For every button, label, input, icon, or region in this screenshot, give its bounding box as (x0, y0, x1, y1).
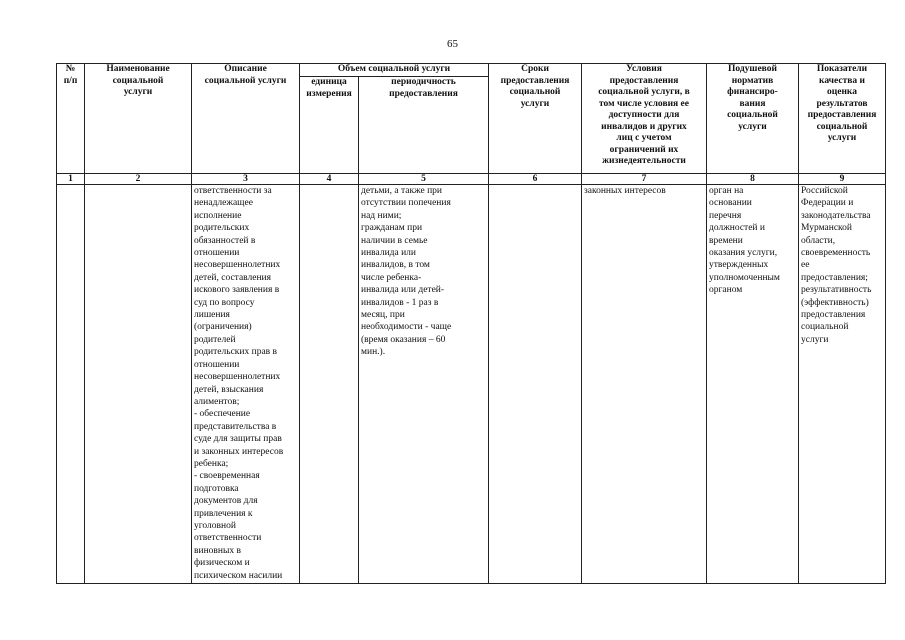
header-service-volume: Объем социальной услуги (300, 64, 489, 77)
cell-quality-indicators: Российской Федерации и законодательства Мурманской области, своевременность ее предоставления; результативность (эффективность) предоставления социальной услуги (799, 185, 886, 584)
column-number: 5 (359, 174, 489, 185)
header-periodicity: периодичность предоставления (359, 77, 489, 174)
header-number: № п/п (57, 64, 85, 174)
table-row (57, 185, 886, 584)
cell-service-name (85, 185, 192, 584)
header-terms: Сроки предоставления социальной услуги (489, 64, 582, 174)
column-number: 1 (57, 174, 85, 185)
cell-service-description: ответственности за ненадлежащее исполнение родительских обязанностей в отношении несовершеннолетних детей, составления искового заявления в суд по вопросу лишения (ограничения) родителей родительских прав в отношении несовершеннолетних детей, взыскания алиментов; - обеспечение представительства в суде для защиты прав и законных интересов ребенка; - своевременная подготовка документов для привлечения к уголовной ответственности виновных в физическом и психическом насилии (192, 185, 300, 584)
column-number: 3 (192, 174, 300, 185)
cell-unit (300, 185, 359, 584)
header-service-name: Наименование социальной услуги (85, 64, 192, 174)
cell-number (57, 185, 85, 584)
column-number: 8 (707, 174, 799, 185)
cell-conditions: законных интересов (582, 185, 707, 584)
header-financing-norm: Подушевой норматив финансиро- вания социальной услуги (707, 64, 799, 174)
column-number: 7 (582, 174, 707, 185)
column-number: 2 (85, 174, 192, 185)
cell-periodicity: детьми, а также при отсутствии попечения над ними; гражданам при наличии в семье инвалида или инвалидов, в том числе ребенка- инвалида или детей- инвалидов - 1 раз в месяц, при необходимости - чаще (время оказания – 60 мин.). (359, 185, 489, 584)
header-service-description: Описание социальной услуги (192, 64, 300, 174)
header-conditions: Условия предоставления социальной услуги, в том числе условия ее доступности для инвалидов и других лиц с учетом ограничений их жизнедеятельности (582, 64, 707, 174)
page-number: 65 (447, 38, 458, 50)
column-number-row (57, 174, 886, 185)
column-number: 6 (489, 174, 582, 185)
cell-terms (489, 185, 582, 584)
cell-financing-norm: орган на основании перечня должностей и времени оказания услуги, утвержденных уполномоченным органом (707, 185, 799, 584)
column-number: 4 (300, 174, 359, 185)
header-quality-indicators: Показатели качества и оценка результатов предоставления социальной услуги (799, 64, 886, 174)
header-unit: единица измерения (300, 77, 359, 174)
column-number: 9 (799, 174, 886, 185)
services-table (56, 63, 886, 584)
